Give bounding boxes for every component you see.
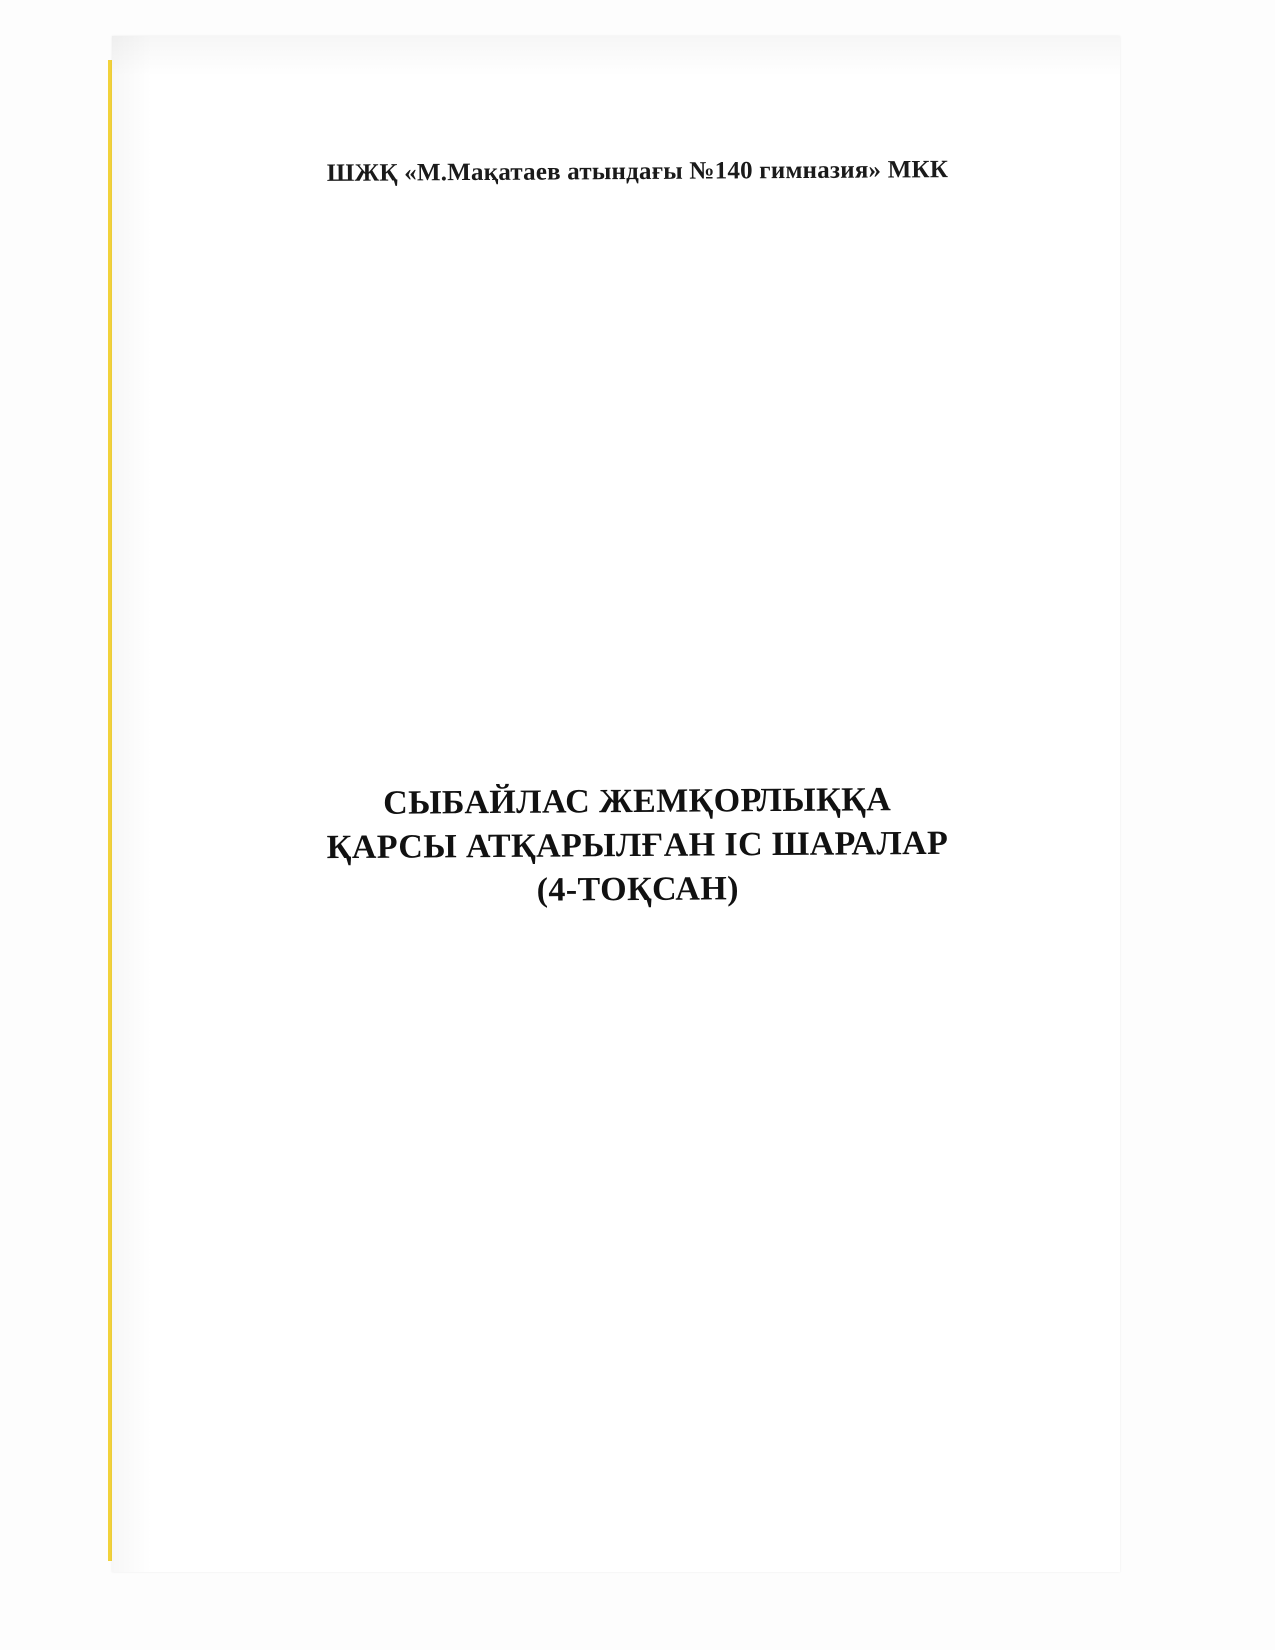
organization-header: ШЖҚ «М.Мақатаев атындағы №140 гимназия» МКК xyxy=(326,156,949,187)
document-title-line-2: ҚАРСЫ АТҚАРЫЛҒАН ІС ШАРАЛАР xyxy=(326,825,949,867)
document-title-line-3: (4-ТОҚСАН) xyxy=(536,870,740,910)
document-title-line-1: СЫБАЙЛАС ЖЕМҚОРЛЫҚҚА xyxy=(383,781,892,822)
document-title xyxy=(0,776,1275,917)
page-shading-top xyxy=(112,36,1120,76)
